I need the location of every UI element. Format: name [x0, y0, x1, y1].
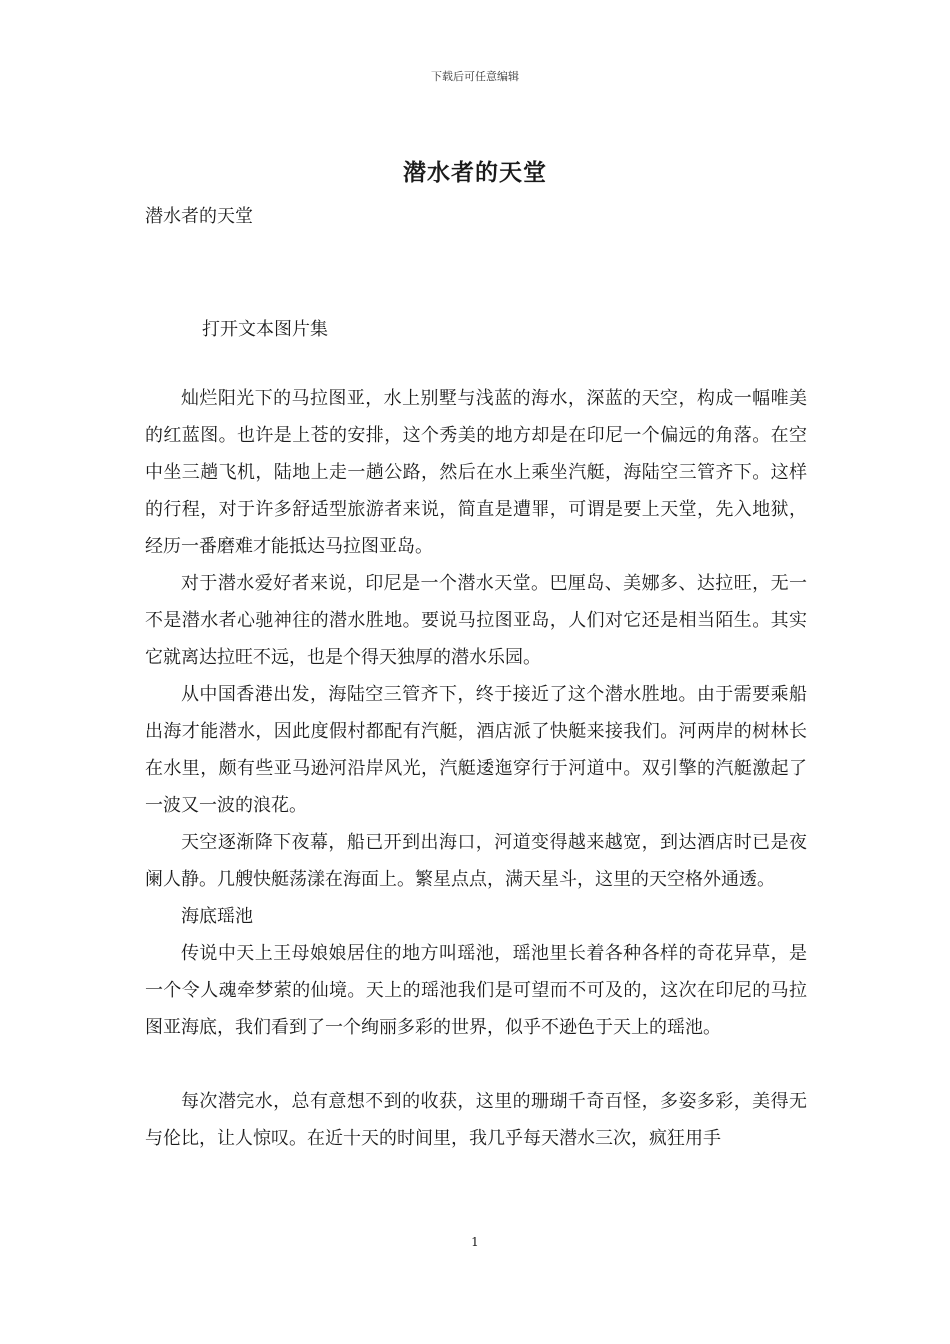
paragraph: 传说中天上王母娘娘居住的地方叫瑶池，瑶池里长着各种各样的奇花异草，是一个令人魂牵梦萦的仙境。天上的瑶池我们是可望而不可及的，这次在印尼的马拉图亚海底，我们看到了一个绚丽多彩的世界，似乎不逊色于天上的瑶池。	[145, 943, 807, 1038]
paragraph: 对于潜水爱好者来说，印尼是一个潜水天堂。巴厘岛、美娜多、达拉旺，无一不是潜水者心驰神往的潜水胜地。要说马拉图亚岛，人们对它还是相当陌生。其实它就离达拉旺不远，也是个得天独厚的潜水乐园。	[145, 573, 807, 668]
gallery-link[interactable]: 打开文本图片集	[202, 319, 328, 340]
section-heading: 海底瑶池	[181, 906, 253, 927]
page-number: 1	[471, 1235, 479, 1249]
document-subtitle: 潜水者的天堂	[145, 206, 253, 227]
header-note: 下载后可任意编辑	[431, 70, 519, 83]
paragraph: 从中国香港出发，海陆空三管齐下，终于接近了这个潜水胜地。由于需要乘船出海才能潜水，因此度假村都配有汽艇，酒店派了快艇来接我们。河两岸的树林长在水里，颇有些亚马逊河沿岸风光，汽艇逶迤穿行于河道中。双引擎的汽艇激起了一波又一波的浪花。	[145, 684, 807, 816]
paragraph: 每次潜完水，总有意想不到的收获，这里的珊瑚千奇百怪，多姿多彩，美得无与伦比，让人惊叹。在近十天的时间里，我几乎每天潜水三次，疯狂用手	[145, 1091, 807, 1149]
paragraph: 灿烂阳光下的马拉图亚，水上别墅与浅蓝的海水，深蓝的天空，构成一幅唯美的红蓝图。也许是上苍的安排，这个秀美的地方却是在印尼一个偏远的角落。在空中坐三趟飞机，陆地上走一趟公路，然后在水上乘坐汽艇，海陆空三管齐下。这样的行程，对于许多舒适型旅游者来说，简直是遭罪，可谓是要上天堂，先入地狱，经历一番磨难才能抵达马拉图亚岛。	[145, 388, 807, 557]
article-body	[145, 380, 807, 1157]
paragraph: 天空逐渐降下夜幕，船已开到出海口，河道变得越来越宽，到达酒店时已是夜阑人静。几艘快艇荡漾在海面上。繁星点点，满天星斗，这里的天空格外通透。	[145, 832, 807, 890]
document-title: 潜水者的天堂	[403, 159, 547, 186]
